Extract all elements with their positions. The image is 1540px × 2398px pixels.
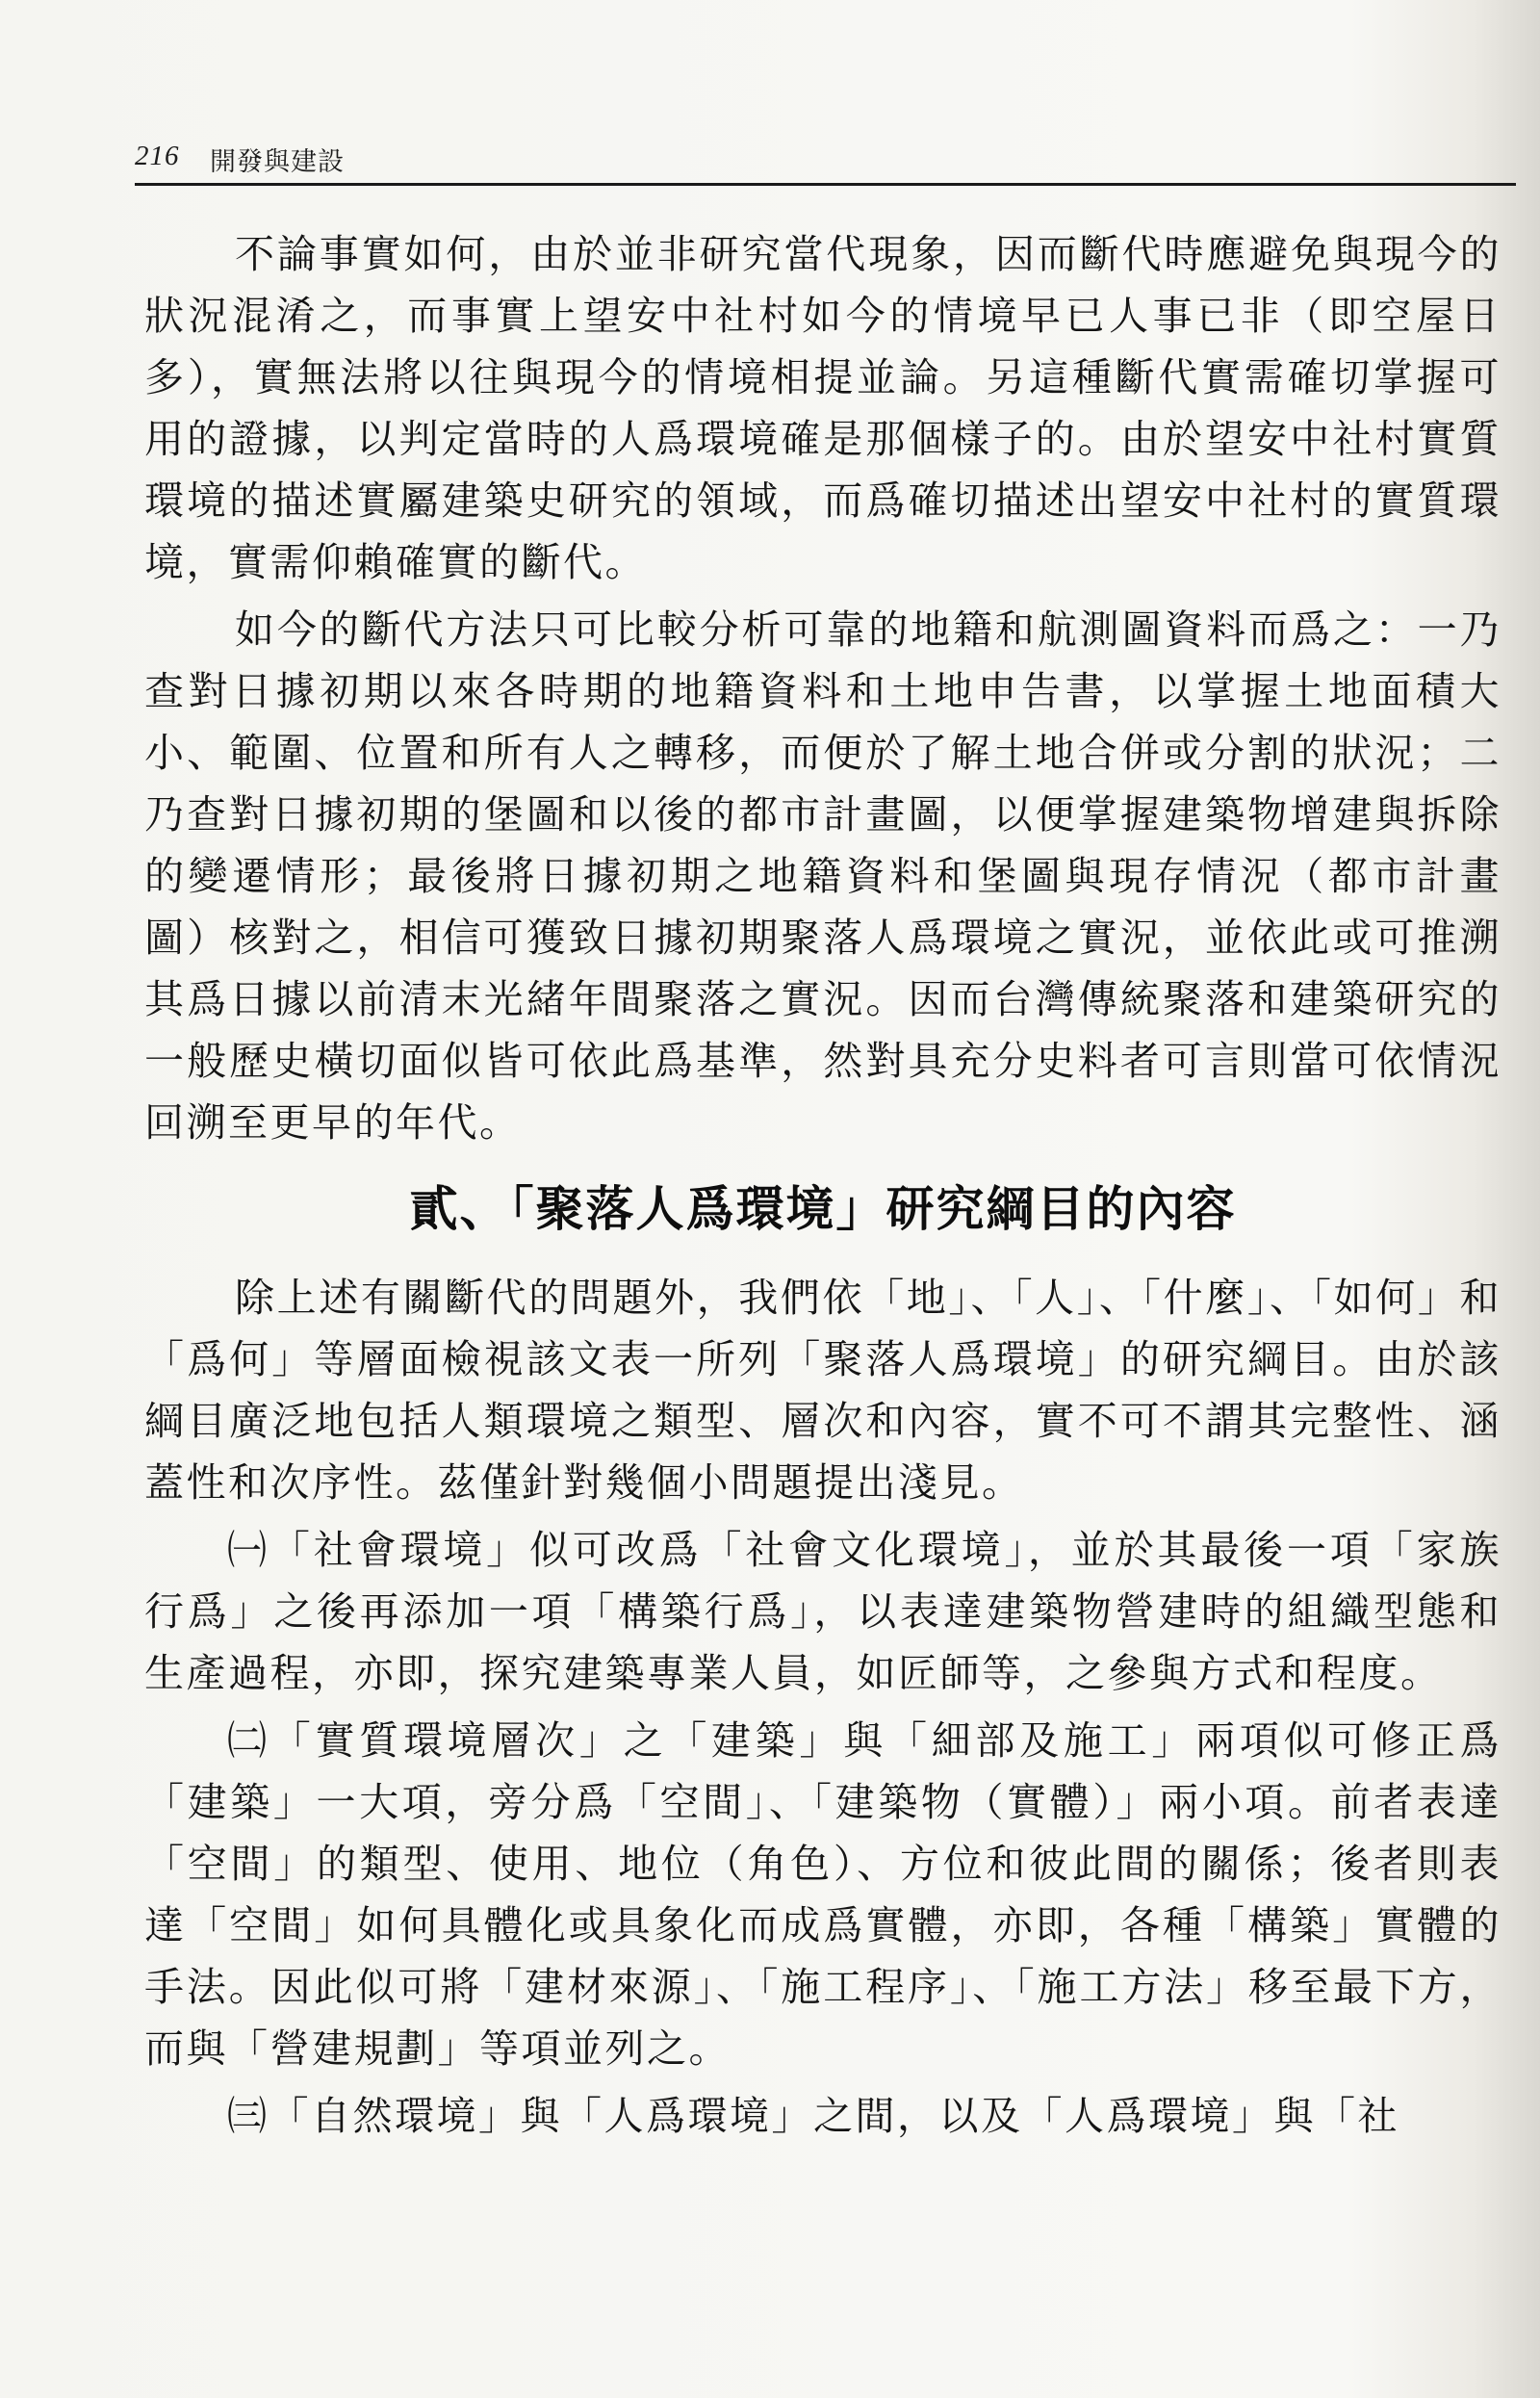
list-item-physical-environment-levels: ㈡「實質環境層次」之「建築」與「細部及施工」兩項似可修正爲「建築」一大項，旁分爲「空間」、「建築物（實體）」兩小項。前者表達「空間」的類型、使用、地位（角色）、方位和彼此間的關係；後者則表達「空間」如何具體化或具象化而成爲實體，亦即，各種「構築」實體的手法。因此似可將「建材來源」、「施工程序」、「施工方法」移至最下方，而與「營建規劃」等項並列之。 (144, 1717, 1502, 2072)
list-item-social-environment: ㈠「社會環境」似可改爲「社會文化環境」，並於其最後一項「家族行爲」之後再添加一項「構築行爲」，以表達建築物營建時的組織型態和生產過程，亦即，探究建築專業人員，如匠師等，之參與方式和程度。 (144, 1527, 1502, 1696)
section-heading: 貳、「聚落人爲環境」研究綱目的內容 (409, 1181, 1237, 1237)
body-text (144, 223, 1502, 2153)
paragraph-periodization-method: 如今的斷代方法只可比較分析可靠的地籍和航測圖資料而爲之：一乃查對日據初期以來各時期的地籍資料和土地申告書，以掌握土地面積大小、範圍、位置和所有人之轉移，而便於了解土地合併或分割的狀況；二乃查對日據初期的堡圖和以後的都市計畫圖，以便掌握建築物增建與拆除的變遷情形；最後將日據初期之地籍資料和堡圖與現存情況（都市計畫圖）核對之，相信可獲致日據初期聚落人爲環境之實況，並依此或可推溯其爲日據以前清末光緒年間聚落之實況。因而台灣傳統聚落和建築研究的一般歷史橫切面似皆可依此爲基準，然對具充分史料者可言則當可依情況回溯至更早的年代。 (144, 606, 1502, 1146)
running-title: 開發與建設 (210, 147, 345, 177)
paragraph-research-outline-review: 除上述有關斷代的問題外，我們依「地」、「人」、「什麼」、「如何」和「爲何」等層面檢視該文表一所列「聚落人爲環境」的研究綱目。由於該綱目廣泛地包括人類環境之類型、層次和內容，實不可不謂其完整性、涵蓋性和次序性。茲僅針對幾個小問題提出淺見。 (144, 1275, 1502, 1506)
list-item-natural-vs-built-environment: ㈢「自然環境」與「人爲環境」之間，以及「人爲環境」與「社 (227, 2093, 1399, 2139)
paragraph-periodization-evidence: 不論事實如何，由於並非研究當代現象，因而斷代時應避免與現今的狀況混淆之，而事實上望安中社村如今的情境早已人事已非（即空屋日多），實無法將以往與現今的情境相提並論。另這種斷代實需確切掌握可用的證據，以判定當時的人爲環境確是那個樣子的。由於望安中社村實質環境的描述實屬建築史研究的領域，而爲確切描述出望安中社村的實質環境，實需仰賴確實的斷代。 (144, 231, 1502, 585)
page-number: 216 (135, 141, 180, 171)
page-header (135, 137, 1516, 186)
